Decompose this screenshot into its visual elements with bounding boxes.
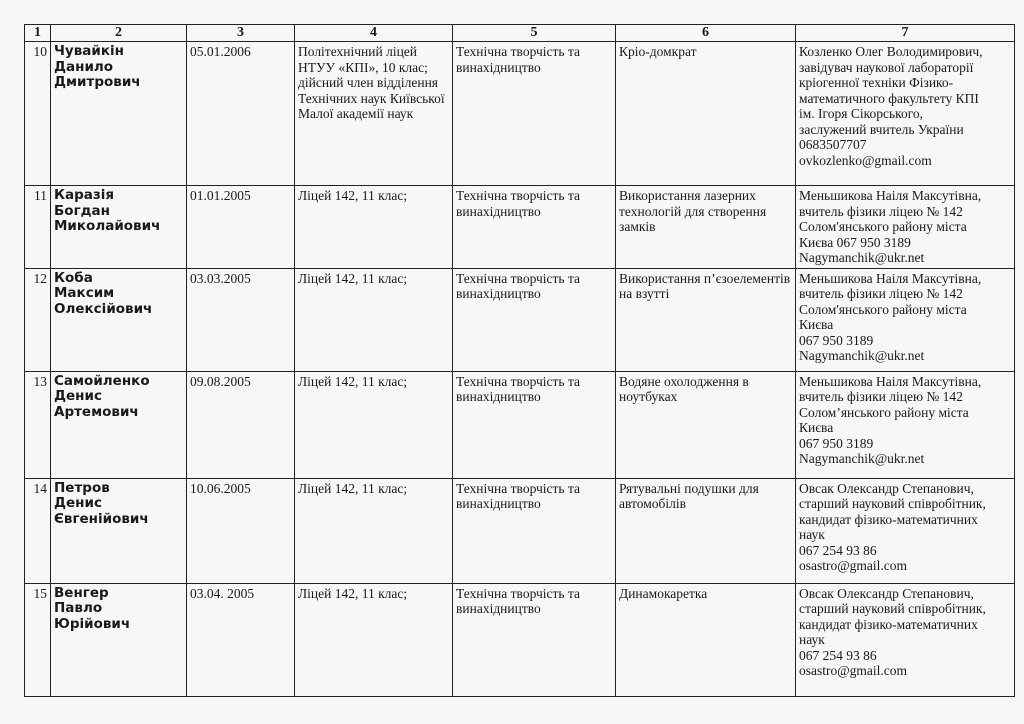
surname: Петров (54, 479, 110, 496)
supervisor-line: вчитель фізики ліцею № 142 (799, 389, 963, 404)
col-header-5: 5 (453, 25, 616, 42)
supervisor-line: Козленко Олег Володимирович, (799, 44, 983, 59)
surname: Венгер (54, 584, 109, 601)
surname: Самойленко (54, 372, 150, 389)
supervisor (796, 42, 1015, 186)
supervisor-line: Солом’янського району міста (799, 404, 969, 420)
topic: Рятувальні подушки для автомобілів (616, 478, 796, 583)
school: Ліцей 142, 11 клас; (295, 268, 453, 371)
table-row (25, 371, 1015, 478)
school: Ліцей 142, 11 клас; (295, 478, 453, 583)
row-number: 12 (25, 268, 51, 371)
col-header-7: 7 (796, 25, 1015, 42)
birth-date: 05.01.2006 (187, 42, 295, 186)
supervisor-line: завідувач наукової лабораторії (799, 59, 974, 75)
supervisor-phone: 067 254 93 86 (799, 542, 877, 558)
supervisor-phone: 0683507707 (799, 137, 867, 152)
school: Ліцей 142, 11 клас; (295, 186, 453, 269)
table-row (25, 186, 1015, 269)
supervisor-line: Меньшикова Наіля Максутівна, (799, 188, 982, 203)
row-number: 15 (25, 583, 51, 696)
col-header-6: 6 (616, 25, 796, 42)
patronymic: Миколайович (54, 218, 161, 234)
supervisor-line: Овсак Олександр Степанович, (799, 585, 974, 601)
header-row (25, 25, 1015, 42)
row-number: 10 (25, 42, 51, 186)
participant-name (51, 478, 187, 583)
section: Технічна творчість та винахідництво (453, 268, 616, 371)
supervisor-email: Nagymanchik@ukr.net (799, 451, 925, 466)
supervisor-phone: 067 254 93 86 (799, 647, 877, 663)
supervisor-line: кандидат фізико-математичних (799, 511, 978, 527)
table-row (25, 478, 1015, 583)
supervisor-line: Києва (799, 317, 834, 332)
col-header-1: 1 (25, 25, 51, 42)
col-header-4: 4 (295, 25, 453, 42)
first-name: Богдан (54, 202, 110, 219)
supervisor-line: Овсак Олександр Степанович, (799, 480, 974, 496)
birth-date: 03.03.2005 (187, 268, 295, 371)
section: Технічна творчість та винахідництво (453, 371, 616, 478)
school: Політехнічний ліцей НТУУ «КПІ», 10 клас; дійсний член відділення Технічних наук Київської Малої академії наук (295, 42, 453, 186)
supervisor-phone: 067 950 3189 (799, 435, 874, 451)
supervisor (796, 268, 1015, 371)
row-number: 14 (25, 478, 51, 583)
supervisor (796, 186, 1015, 269)
supervisor-line: Солом'янського району міста (799, 219, 967, 234)
first-name: Максим (54, 285, 115, 301)
section: Технічна творчість та винахідництво (453, 478, 616, 583)
participants-table (24, 24, 1015, 697)
row-number: 11 (25, 186, 51, 269)
supervisor-line: вчитель фізики ліцею № 142 (799, 286, 963, 301)
topic: Використання лазерних технологій для створення замків (616, 186, 796, 269)
section: Технічна творчість та винахідництво (453, 186, 616, 269)
patronymic: Артемович (54, 403, 139, 420)
supervisor-line: кандидат фізико-математичних (799, 616, 978, 632)
patronymic: Юрійович (54, 615, 131, 632)
supervisor-line: кріогенної техніки Фізико- (799, 75, 954, 90)
supervisor-phone: 067 950 3189 (799, 332, 874, 348)
table-row (25, 268, 1015, 371)
birth-date: 01.01.2005 (187, 186, 295, 269)
topic: Використання п’єзоелементів на взутті (616, 268, 796, 371)
supervisor-line: Києва 067 950 3189 (799, 234, 911, 250)
supervisor-line: вчитель фізики ліцею № 142 (799, 203, 963, 219)
participant-name (51, 371, 187, 478)
supervisor-line: Меньшикова Наіля Максутівна, (799, 270, 982, 286)
surname: Чувайкін (54, 43, 124, 59)
surname: Коба (54, 269, 93, 286)
school: Ліцей 142, 11 клас; (295, 583, 453, 696)
supervisor-line: наук (799, 527, 825, 542)
supervisor-line: математичного факультету КПІ (799, 90, 979, 106)
participant-name (51, 268, 187, 371)
first-name: Павло (54, 600, 103, 616)
col-header-3: 3 (187, 25, 295, 42)
participant-name (51, 186, 187, 269)
first-name: Денис (54, 495, 102, 511)
first-name: Денис (54, 388, 102, 404)
row-number: 13 (25, 371, 51, 478)
birth-date: 10.06.2005 (187, 478, 295, 583)
supervisor-line: ім. Ігоря Сікорського, (799, 106, 924, 121)
patronymic: Олексійович (54, 300, 153, 317)
supervisor-email: Nagymanchik@ukr.net (799, 348, 925, 363)
participant-name (51, 42, 187, 186)
birth-date: 09.08.2005 (187, 371, 295, 478)
topic: Водяне охолодження в ноутбуках (616, 371, 796, 478)
participant-name (51, 583, 187, 696)
surname: Каразія (54, 187, 115, 203)
section: Технічна творчість та винахідництво (453, 42, 616, 186)
supervisor-line: наук (799, 632, 825, 647)
supervisor-line: Меньшикова Наіля Максутівна, (799, 373, 982, 389)
first-name: Данило (54, 58, 114, 75)
col-header-2: 2 (51, 25, 187, 42)
supervisor-line: заслужений вчитель України (799, 121, 964, 137)
supervisor (796, 583, 1015, 696)
topic: Кріо-домкрат (616, 42, 796, 186)
supervisor (796, 478, 1015, 583)
table-row (25, 583, 1015, 696)
supervisor-email: osastro@gmail.com (799, 558, 908, 573)
supervisor-line: Києва (799, 420, 834, 435)
patronymic: Дмитрович (54, 74, 141, 90)
patronymic: Євгенійович (54, 510, 149, 527)
supervisor-email: ovkozlenko@gmail.com (799, 152, 932, 168)
supervisor-line: старший науковий співробітник, (799, 496, 986, 511)
supervisor (796, 371, 1015, 478)
supervisor-email: osastro@gmail.com (799, 663, 908, 678)
supervisor-line: Солом'янського району міста (799, 301, 967, 317)
school: Ліцей 142, 11 клас; (295, 371, 453, 478)
birth-date: 03.04. 2005 (187, 583, 295, 696)
table-row (25, 42, 1015, 186)
topic: Динамокаретка (616, 583, 796, 696)
supervisor-email: Nagymanchik@ukr.net (799, 250, 925, 265)
supervisor-line: старший науковий співробітник, (799, 601, 986, 616)
section: Технічна творчість та винахідництво (453, 583, 616, 696)
